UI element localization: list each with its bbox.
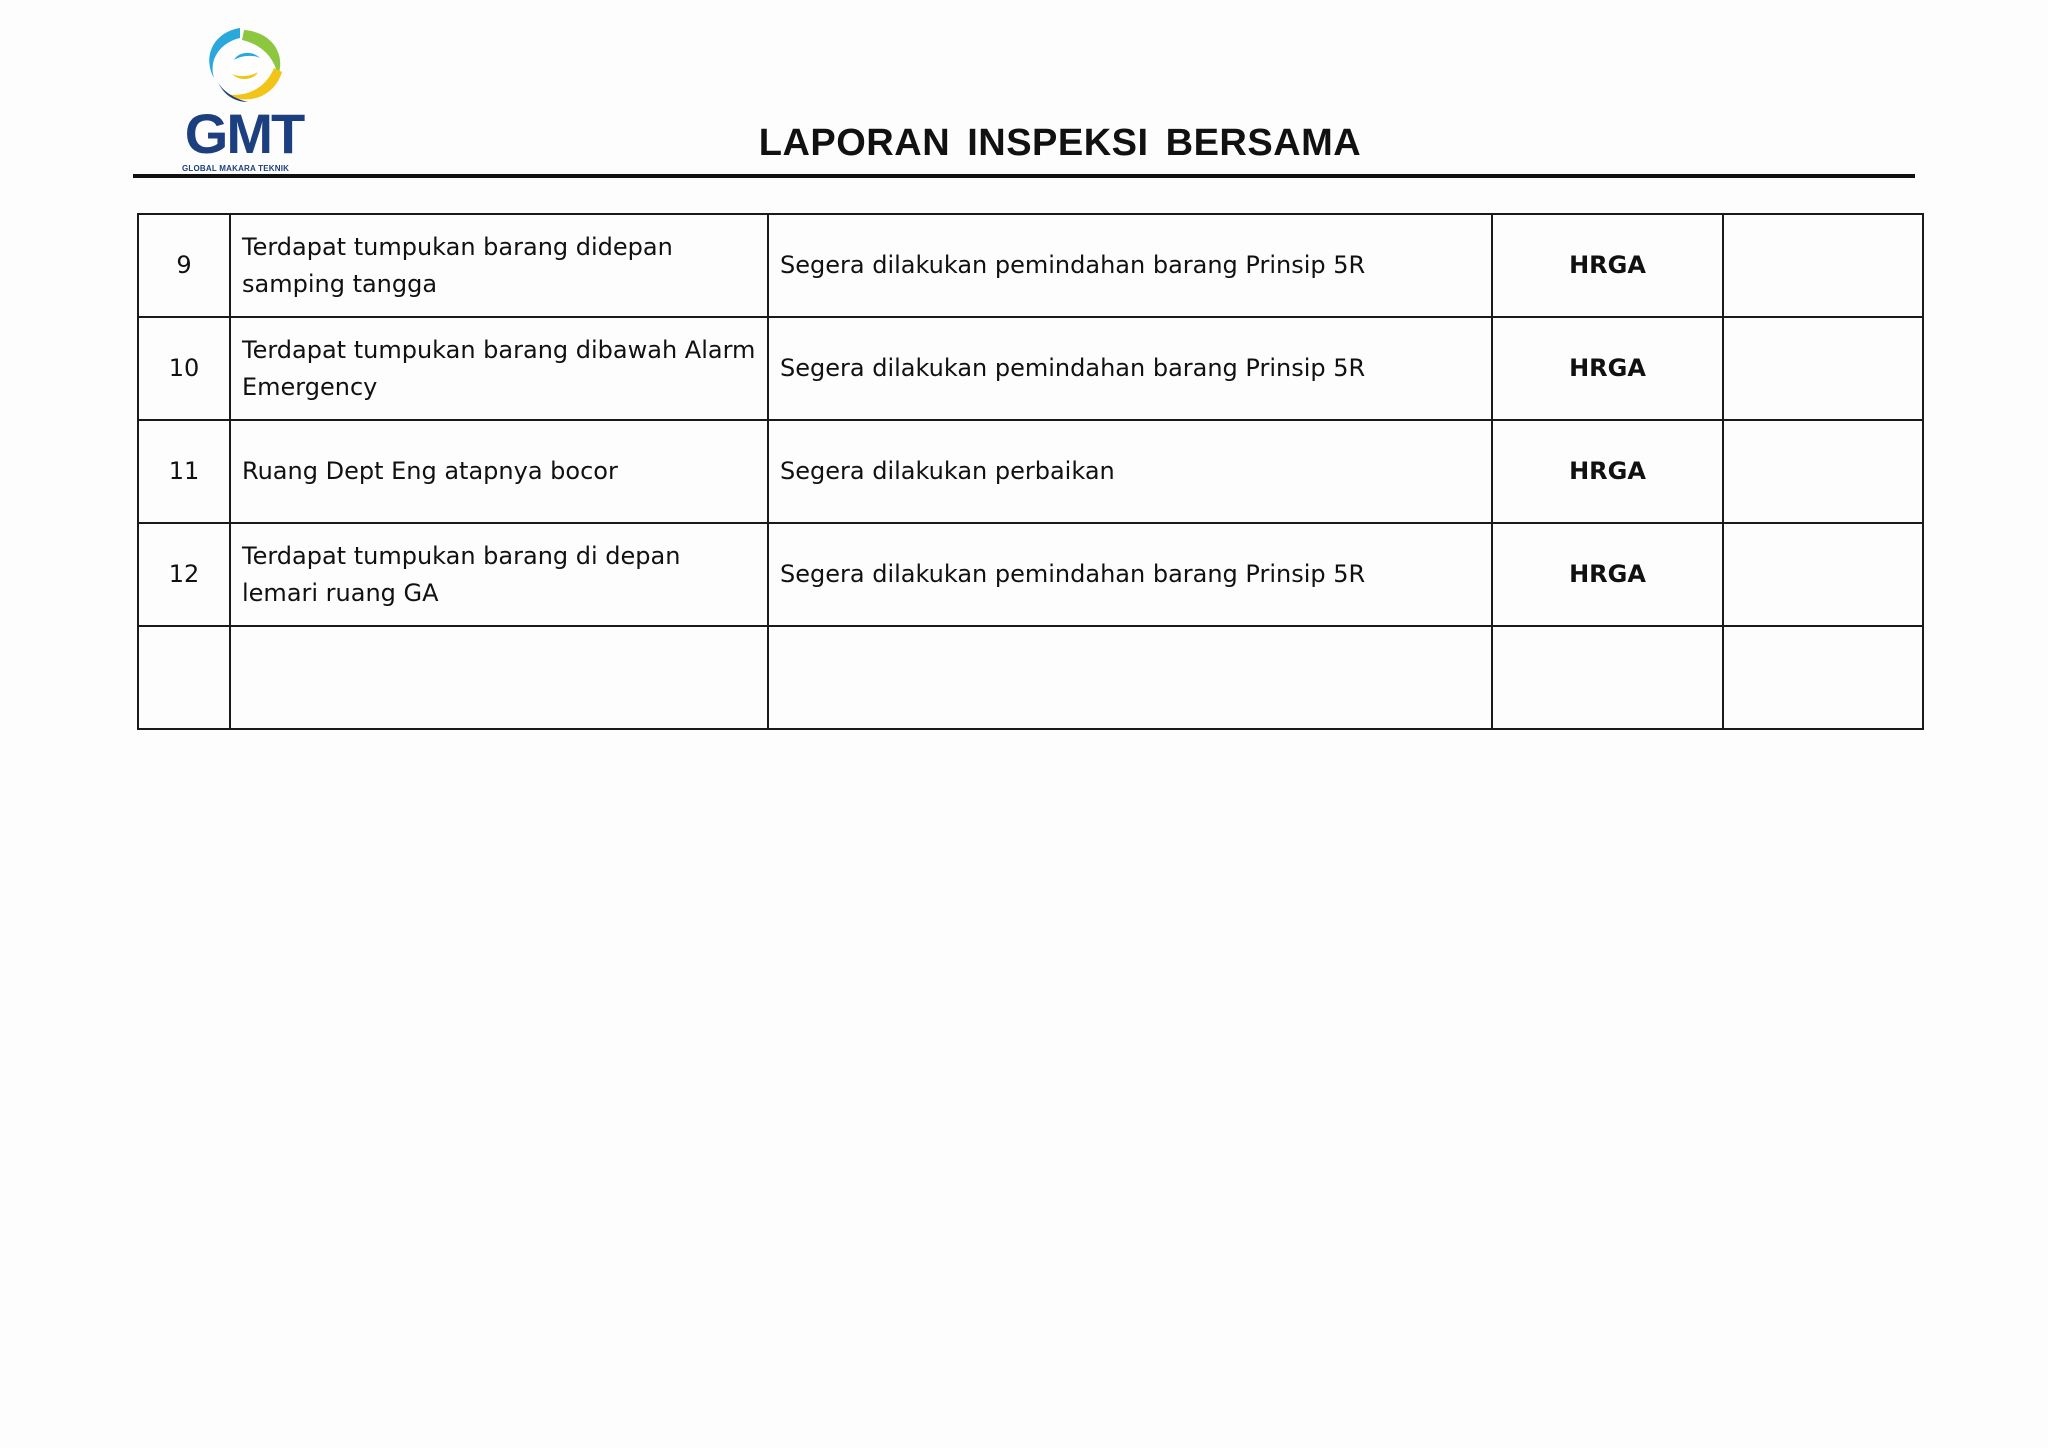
- action-cell: Segera dilakukan pemindahan barang Prinsip 5R: [768, 214, 1492, 317]
- company-logo: [174, 24, 318, 174]
- row-number: [138, 626, 230, 729]
- action-cell: [768, 626, 1492, 729]
- logo-swirl-icon: [174, 24, 318, 106]
- page-title: LAPORAN INSPEKSI BERSAMA: [758, 122, 1362, 164]
- table-row: [138, 420, 1923, 523]
- row-number: 9: [138, 214, 230, 317]
- finding-cell: Terdapat tumpukan barang dibawah Alarm Emergency: [230, 317, 768, 420]
- extra-cell: [1723, 523, 1923, 626]
- pic-cell: HRGA: [1492, 420, 1723, 523]
- extra-cell: [1723, 214, 1923, 317]
- table-row: [138, 523, 1923, 626]
- action-cell: Segera dilakukan pemindahan barang Prinsip 5R: [768, 523, 1492, 626]
- finding-cell: [230, 626, 768, 729]
- inspection-table: [137, 213, 1924, 730]
- pic-cell: HRGA: [1492, 214, 1723, 317]
- table-row: [138, 214, 1923, 317]
- extra-cell: [1723, 420, 1923, 523]
- extra-cell: [1723, 626, 1923, 729]
- header-divider: [133, 174, 1915, 178]
- table-row: [138, 317, 1923, 420]
- table-row: [138, 626, 1923, 729]
- finding-cell: Terdapat tumpukan barang didepan samping tangga: [230, 214, 768, 317]
- row-number: 12: [138, 523, 230, 626]
- pic-cell: HRGA: [1492, 317, 1723, 420]
- finding-cell: Terdapat tumpukan barang di depan lemari ruang GA: [230, 523, 768, 626]
- pic-cell: HRGA: [1492, 523, 1723, 626]
- row-number: 10: [138, 317, 230, 420]
- logo-subtitle: GLOBAL MAKARA TEKNIK: [182, 164, 290, 173]
- finding-cell: Ruang Dept Eng atapnya bocor: [230, 420, 768, 523]
- action-cell: Segera dilakukan pemindahan barang Prinsip 5R: [768, 317, 1492, 420]
- pic-cell: [1492, 626, 1723, 729]
- extra-cell: [1723, 317, 1923, 420]
- row-number: 11: [138, 420, 230, 523]
- logo-wordmark: GMT: [184, 102, 304, 165]
- action-cell: Segera dilakukan perbaikan: [768, 420, 1492, 523]
